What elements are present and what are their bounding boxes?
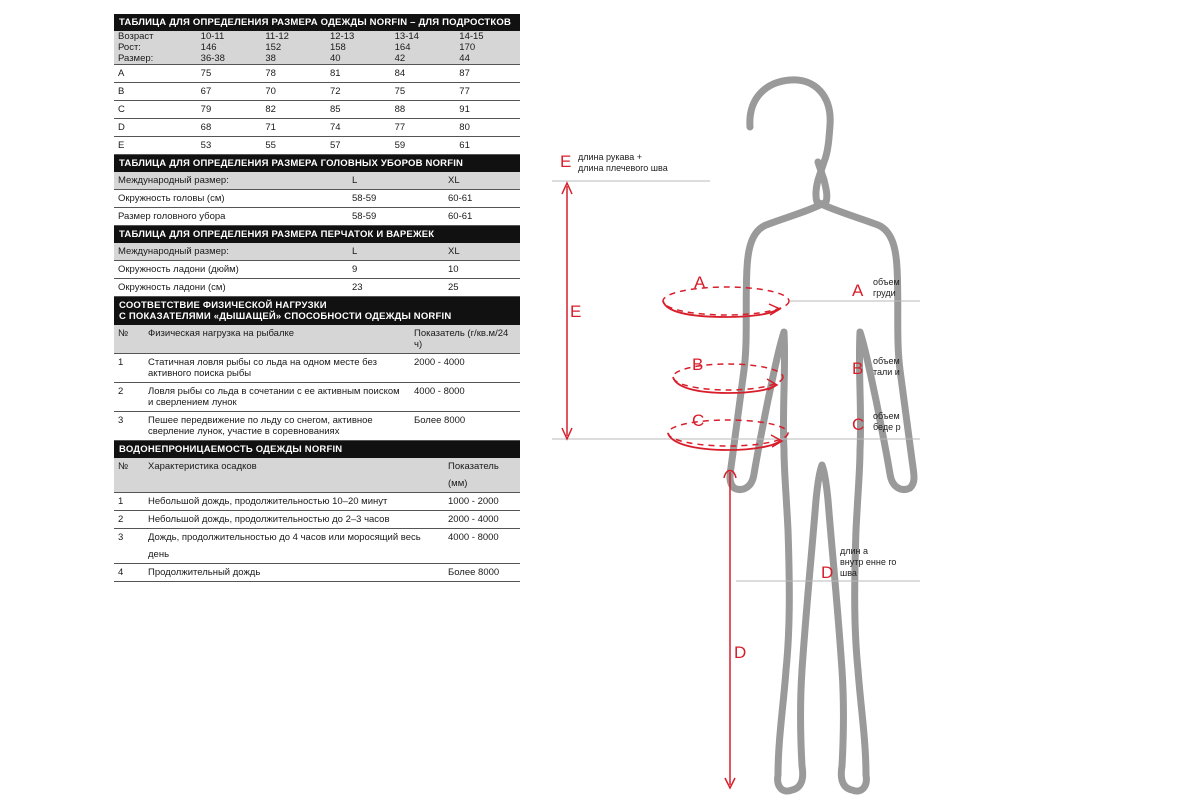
teen-size-row-label: Рост: [114, 42, 197, 53]
activity-row-value: Более 8000 [410, 412, 520, 441]
teen-size-cell: 57 [326, 137, 391, 155]
teen-size-cell: 74 [326, 119, 391, 137]
legend-e-line-2: длина плечевого шва [578, 163, 668, 173]
teen-size-cell: 164 [391, 42, 456, 53]
waterproof-row-num: 2 [114, 511, 144, 529]
teen-size-row-label: Возраст [114, 31, 197, 42]
teen-size-cell: 170 [455, 42, 520, 53]
activity-table [114, 325, 520, 441]
waterproof-table [114, 458, 520, 582]
teen-size-cell: 80 [455, 119, 520, 137]
activity-row-num: 3 [114, 412, 144, 441]
legend-a-line-2: груди [873, 288, 896, 298]
activity-header-num: № [114, 325, 144, 354]
legend-d-line-2: внутр енне го [840, 557, 897, 567]
teen-size-cell: 67 [197, 83, 262, 101]
teen-size-cell: 81 [326, 65, 391, 83]
gloves-row [114, 243, 520, 261]
waterproof-row-desc: Дождь, продолжительностью до 4 часов или моросящий весь день [144, 529, 444, 564]
teen-size-cell: 14-15 [455, 31, 520, 42]
teen-size-section [114, 14, 520, 155]
teen-size-cell: 91 [455, 101, 520, 119]
waterproof-row-num: 4 [114, 564, 144, 582]
gloves-cell: XL [444, 243, 520, 261]
legend-a-line-1: объем [873, 277, 900, 287]
activity-row-desc: Статичная ловля рыбы со льда на одном месте без активного поиска рыбы [144, 354, 410, 383]
headwear-table [114, 172, 520, 226]
waterproof-title: ВОДОНЕПРОНИЦАЕМОСТЬ ОДЕЖДЫ NORFIN [114, 441, 520, 458]
waterproof-row-value: 1000 - 2000 [444, 493, 520, 511]
waist-measure-back [673, 364, 783, 390]
gloves-cell: 23 [348, 279, 444, 297]
activity-row-num: 1 [114, 354, 144, 383]
waterproof-row-value: 4000 - 8000 [444, 529, 520, 564]
teen-size-cell: 53 [197, 137, 262, 155]
waterproof-row [114, 511, 520, 529]
gloves-cell: 9 [348, 261, 444, 279]
teen-size-row [114, 137, 520, 155]
waterproof-row-value: 2000 - 4000 [444, 511, 520, 529]
waterproof-header-desc: Характеристика осадков [144, 458, 444, 493]
gloves-cell: 25 [444, 279, 520, 297]
headwear-cell: XL [444, 172, 520, 190]
teen-size-row [114, 42, 520, 53]
measurement-figure [540, 70, 1200, 800]
waist-measure-front [673, 377, 776, 393]
gloves-cell: L [348, 243, 444, 261]
headwear-cell: 58-59 [348, 190, 444, 208]
teen-size-cell: 87 [455, 65, 520, 83]
teen-size-row-label: A [114, 65, 197, 83]
waterproof-row-num: 3 [114, 529, 144, 564]
activity-title-line-1: СООТВЕТСТВИЕ ФИЗИЧЕСКОЙ НАГРУЗКИ [119, 300, 327, 311]
teen-size-cell: 10-11 [197, 31, 262, 42]
activity-header-row [114, 325, 520, 354]
teen-size-row [114, 83, 520, 101]
teen-size-cell: 152 [261, 42, 326, 53]
legend-d-line-3: шва [840, 568, 857, 578]
size-tables [114, 14, 520, 582]
activity-row [114, 354, 520, 383]
gloves-table [114, 243, 520, 297]
gloves-title: ТАБЛИЦА ДЛЯ ОПРЕДЕЛЕНИЯ РАЗМЕРА ПЕРЧАТОК И ВАРЕЖЕК [114, 226, 520, 243]
teen-size-row [114, 119, 520, 137]
teen-size-row-label: D [114, 119, 197, 137]
headwear-cell: L [348, 172, 444, 190]
teen-size-cell: 40 [326, 53, 391, 65]
waterproof-row-value: Более 8000 [444, 564, 520, 582]
teen-size-cell: 77 [391, 119, 456, 137]
activity-header-value: Показатель (г/кв.м/24 ч) [410, 325, 520, 354]
letter-d-legend: D [821, 563, 834, 582]
headwear-cell: 60-61 [444, 208, 520, 226]
teen-size-cell: 75 [391, 83, 456, 101]
headwear-title: ТАБЛИЦА ДЛЯ ОПРЕДЕЛЕНИЯ РАЗМЕРА ГОЛОВНЫХ УБОРОВ NORFIN [114, 155, 520, 172]
activity-row [114, 412, 520, 441]
teen-size-cell: 13-14 [391, 31, 456, 42]
teen-size-cell: 84 [391, 65, 456, 83]
letter-c-hips: C [692, 411, 705, 430]
legend-c-line-2: беде р [873, 422, 901, 432]
letter-b-legend: B [852, 359, 864, 378]
waterproof-row-desc: Небольшой дождь, продолжительностью до 2–3 часов [144, 511, 444, 529]
waterproof-row-desc: Продолжительный дождь [144, 564, 444, 582]
gloves-cell: 10 [444, 261, 520, 279]
teen-size-cell: 77 [455, 83, 520, 101]
waterproof-header-row [114, 458, 520, 493]
teen-size-cell: 44 [455, 53, 520, 65]
teen-size-table [114, 31, 520, 155]
legend-c-line-1: объем [873, 411, 900, 421]
teen-size-cell: 70 [261, 83, 326, 101]
teen-size-cell: 61 [455, 137, 520, 155]
waterproof-row [114, 564, 520, 582]
activity-section [114, 297, 520, 441]
chest-measure-front [663, 301, 778, 317]
teen-size-cell: 71 [261, 119, 326, 137]
legend-e-line-1: длина рукава + [578, 152, 642, 162]
activity-header-load: Физическая нагрузка на рыбалке [144, 325, 410, 354]
teen-size-cell: 72 [326, 83, 391, 101]
letter-e-side: E [570, 302, 582, 321]
teen-size-row [114, 101, 520, 119]
gloves-row [114, 279, 520, 297]
gloves-row [114, 261, 520, 279]
teen-size-cell: 82 [261, 101, 326, 119]
legend-b-line-1: объем [873, 356, 900, 366]
letter-e-legend: E [560, 152, 572, 171]
waterproof-section [114, 441, 520, 582]
activity-title [114, 297, 520, 325]
teen-size-cell: 146 [197, 42, 262, 53]
teen-size-row-label: Размер: [114, 53, 197, 65]
activity-row [114, 383, 520, 412]
teen-size-row [114, 65, 520, 83]
teen-size-cell: 38 [261, 53, 326, 65]
gloves-row-label: Окружность ладони (см) [114, 279, 348, 297]
waterproof-row-desc: Небольшой дождь, продолжительностью 10–20 минут [144, 493, 444, 511]
activity-title-line-2: С ПОКАЗАТЕЛЯМИ «ДЫШАЩЕЙ» СПОСОБНОСТИ ОДЕЖДЫ NORFIN [119, 311, 452, 322]
teen-size-cell: 55 [261, 137, 326, 155]
teen-size-cell: 158 [326, 42, 391, 53]
teen-size-cell: 59 [391, 137, 456, 155]
waterproof-header-value: Показатель (мм) [444, 458, 520, 493]
teen-size-row-label: C [114, 101, 197, 119]
gloves-row-label: Окружность ладони (дюйм) [114, 261, 348, 279]
waterproof-row [114, 493, 520, 511]
gloves-section [114, 226, 520, 297]
teen-size-cell: 68 [197, 119, 262, 137]
teen-size-cell: 42 [391, 53, 456, 65]
activity-row-value: 4000 - 8000 [410, 383, 520, 412]
headwear-cell: 60-61 [444, 190, 520, 208]
headwear-row [114, 190, 520, 208]
hip-measure-back [668, 420, 788, 446]
headwear-row [114, 172, 520, 190]
teen-size-cell: 11-12 [261, 31, 326, 42]
body-outline [730, 80, 914, 791]
headwear-row-label: Международный размер: [114, 172, 348, 190]
headwear-cell: 58-59 [348, 208, 444, 226]
letter-a-chest: A [694, 273, 706, 292]
letter-c-legend: C [852, 415, 865, 434]
chest-measure-back [663, 287, 789, 315]
activity-row-value: 2000 - 4000 [410, 354, 520, 383]
teen-size-row [114, 31, 520, 42]
teen-size-cell: 85 [326, 101, 391, 119]
headwear-section [114, 155, 520, 226]
waterproof-header-num: № [114, 458, 144, 493]
activity-row-desc: Ловля рыбы со льда в сочетании с ее активным поиском и сверлением лунок [144, 383, 410, 412]
teen-size-row-label: E [114, 137, 197, 155]
letter-a-legend: A [852, 281, 864, 300]
teen-size-cell: 75 [197, 65, 262, 83]
letter-b-waist: B [692, 355, 704, 374]
legend-b-line-2: тали и [873, 367, 900, 377]
activity-row-num: 2 [114, 383, 144, 412]
letter-d-inseam: D [734, 643, 747, 662]
legend-d-line-1: длин а [840, 546, 869, 556]
activity-row-desc: Пешее передвижение по льду со снегом, активное сверление лунок, участие в соревнованиях [144, 412, 410, 441]
teen-size-cell: 12-13 [326, 31, 391, 42]
headwear-row [114, 208, 520, 226]
teen-size-cell: 88 [391, 101, 456, 119]
teen-size-cell: 36-38 [197, 53, 262, 65]
waterproof-row-num: 1 [114, 493, 144, 511]
teen-size-row [114, 53, 520, 65]
body-diagram [540, 70, 1200, 800]
gloves-row-label: Международный размер: [114, 243, 348, 261]
teen-size-cell: 79 [197, 101, 262, 119]
teen-size-cell: 78 [261, 65, 326, 83]
teen-size-row-label: B [114, 83, 197, 101]
headwear-row-label: Окружность головы (см) [114, 190, 348, 208]
headwear-row-label: Размер головного убора [114, 208, 348, 226]
teen-size-title: ТАБЛИЦА ДЛЯ ОПРЕДЕЛЕНИЯ РАЗМЕРА ОДЕЖДЫ NORFIN – ДЛЯ ПОДРОСТКОВ [114, 14, 520, 31]
waterproof-row [114, 529, 520, 564]
